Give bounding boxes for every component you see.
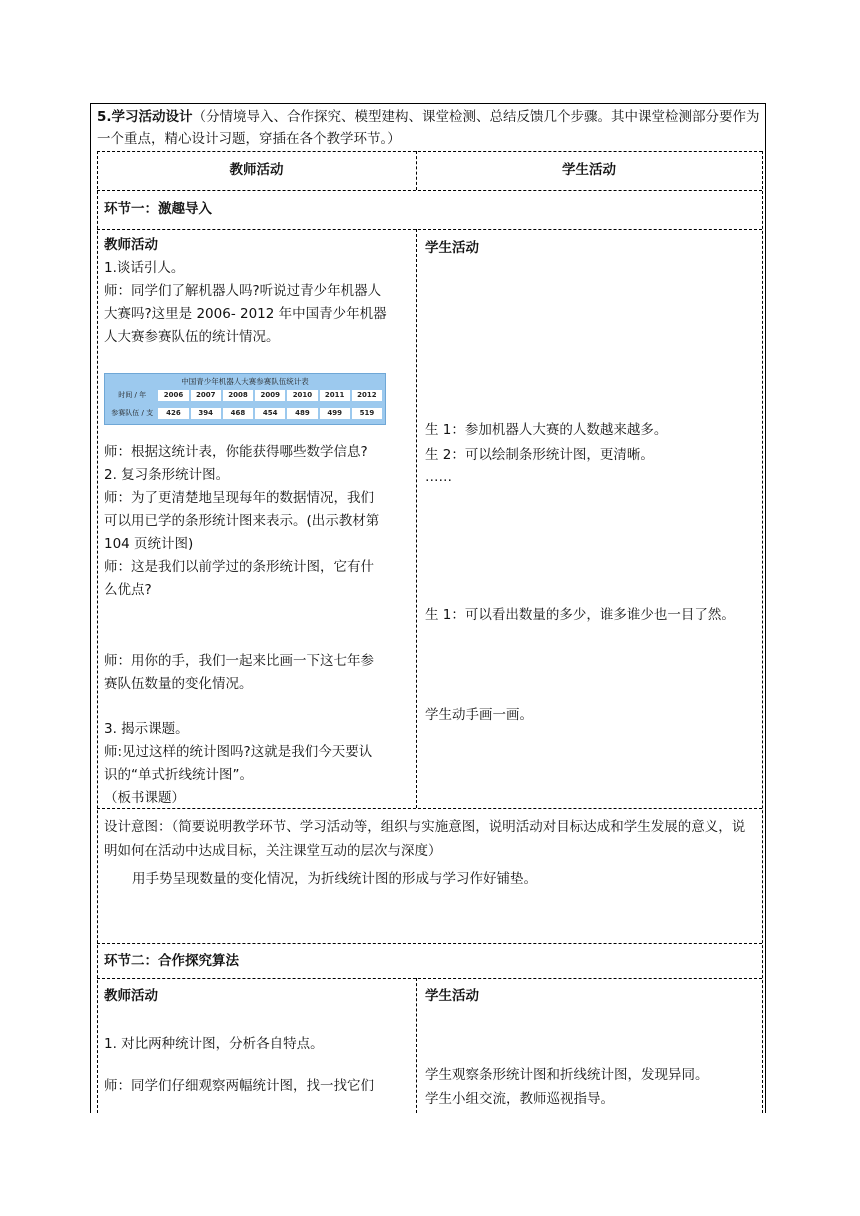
stage1-teacher-line: 3. 揭示课题。: [104, 721, 189, 737]
stage1-teacher-line: 师：用你的手，我们一起来比画一下这七年参: [104, 653, 374, 669]
stage1-teacher-line: 师:见过这样的统计图吗?这就是我们今天要认: [104, 744, 373, 760]
stage1-teacher-heading: 教师活动: [104, 237, 158, 253]
stat-cell: 2011: [320, 390, 350, 401]
stat-cell: 2010: [287, 390, 317, 401]
stage1-student-line: ……: [425, 469, 452, 485]
stat-cell: 489: [287, 408, 317, 419]
stat-cell: 2007: [191, 390, 221, 401]
stage2-teacher-line: 师：同学们仔细观察两幅统计图，找一找它们: [104, 1078, 374, 1094]
stage2-teacher-line: 1. 对比两种统计图，分析各自特点。: [104, 1036, 324, 1052]
grid-line: [97, 808, 762, 809]
stat-cell: 426: [158, 408, 188, 419]
stat-cell: 499: [320, 408, 350, 419]
stage1-teacher-line: 可以用已学的条形统计图来表示。(出示教材第: [104, 513, 380, 529]
stat-cell: 2006: [158, 390, 188, 401]
stage1-teacher-line: 师：根据这统计表，你能获得哪些数学信息?: [104, 444, 368, 460]
stat-table-title: 中国青少年机器人大赛参赛队伍统计表: [181, 377, 309, 386]
stat-cell: 468: [223, 408, 253, 419]
stat-cell: 2008: [223, 390, 253, 401]
stage2-student-line: 学生观察条形统计图和折线统计图，发现异同。: [425, 1067, 709, 1083]
stage1-teacher-line: 么优点?: [104, 582, 152, 598]
stage1-teacher-line: 赛队伍数量的变化情况。: [104, 676, 253, 692]
section-description: （分情境导入、合作探究、模型建构、课堂检测、总结反馈几个步骤。其中课堂检测部分要作为一个重点，精心设计习题，穿插在各个教学环节。）: [97, 109, 760, 147]
stage1-title: 环节一：激趣导入: [104, 201, 212, 217]
stat-cell: 454: [255, 408, 285, 419]
stage1-teacher-line: 1.谈话引人。: [104, 260, 185, 276]
stage1-teacher-line: 人大赛参赛队伍的统计情况。: [104, 329, 280, 345]
stat-cell: 2009: [255, 390, 285, 401]
grid-line: [97, 190, 762, 191]
stat-cell: 519: [352, 408, 382, 419]
stage1-teacher-line: 识的“单式折线统计图”。: [104, 767, 253, 783]
grid-line: [416, 229, 417, 808]
grid-line: [762, 151, 763, 1113]
section-heading: [97, 106, 765, 150]
stage1-teacher-line: 师：同学们了解机器人吗?听说过青少年机器人: [104, 283, 382, 299]
stage2-student-heading: 学生活动: [425, 988, 479, 1004]
design-intent-text: 用手势呈现数量的变化情况，为折线统计图的形成与学习作好铺垫。: [132, 871, 537, 887]
stat-table-row-years: [107, 390, 383, 401]
grid-line: [97, 151, 762, 152]
grid-line: [416, 978, 417, 1113]
stage1-student-line: 生 1：参加机器人大赛的人数越来越多。: [425, 422, 668, 438]
stat-row-label: 时间 / 年: [118, 391, 147, 399]
stage1-student-heading: 学生活动: [425, 240, 479, 256]
section-title: 5.学习活动设计: [97, 109, 193, 125]
stage2-title: 环节二：合作探究算法: [104, 953, 239, 969]
stat-table-row-counts: [107, 408, 383, 419]
stat-cell: 2012: [352, 390, 382, 401]
stage1-teacher-line: 师：为了更清楚地呈现每年的数据情况，我们: [104, 490, 374, 506]
stage1-teacher-line: 104 页统计图): [104, 536, 194, 552]
stage2-teacher-heading: 教师活动: [104, 988, 158, 1004]
stage1-teacher-line: 2. 复习条形统计图。: [104, 467, 230, 483]
robot-contest-stat-table: [104, 373, 386, 425]
stage1-student-line: 学生动手画一画。: [425, 707, 533, 723]
design-intent-label: 设计意图：（简要说明教学环节、学习活动等，组织与实施意图，说明活动对目标达成和学生发展的意义，说明如何在活动中达成目标，关注课堂互动的层次与深度）: [104, 819, 746, 859]
grid-line: [97, 978, 762, 979]
column-header-student: 学生活动: [562, 162, 616, 178]
stage1-student-line: 生 1：可以看出数量的多少，谁多谁少也一目了然。: [425, 607, 735, 623]
grid-line: [97, 943, 762, 944]
stage1-student-line: 生 2：可以绘制条形统计图，更清晰。: [425, 447, 654, 463]
stage1-teacher-line: （板书课题）: [104, 790, 185, 806]
stat-cell: 394: [191, 408, 221, 419]
stage1-teacher-line: 大赛吗?这里是 2006- 2012 年中国青少年机器: [104, 306, 387, 322]
stage1-teacher-line: 师：这是我们以前学过的条形统计图，它有什: [104, 559, 374, 575]
column-header-teacher: 教师活动: [229, 162, 284, 178]
grid-line: [97, 151, 98, 1113]
stat-row-label: 参赛队伍 / 支: [111, 409, 154, 417]
grid-line: [97, 229, 762, 230]
stage2-student-line: 学生小组交流，教师巡视指导。: [425, 1091, 614, 1107]
